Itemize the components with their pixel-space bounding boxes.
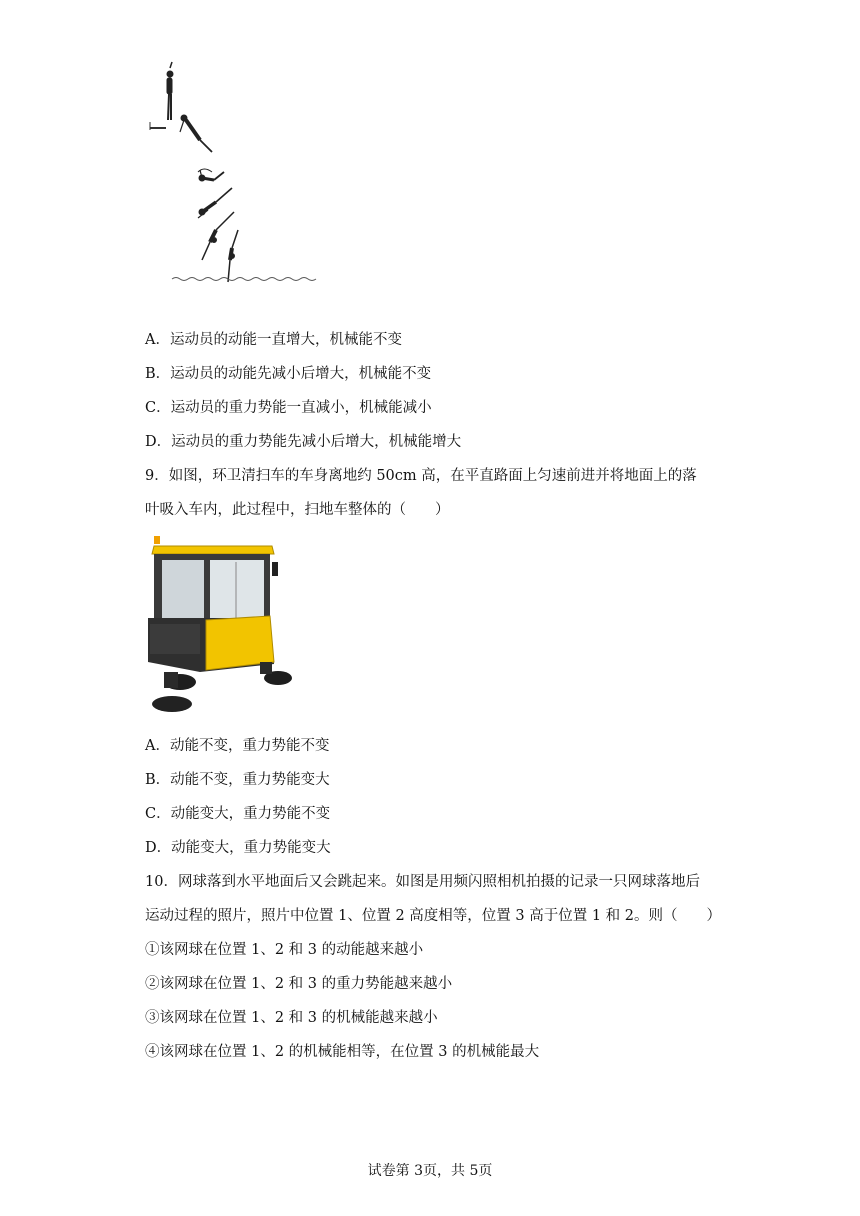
q9-stem-line2: 叶吸入车内，此过程中，扫地车整体的（ ）	[145, 502, 450, 518]
q9-stem-line1: 9．如图，环卫清扫车的车身离地约 50cm 高，在平直路面上匀速前进并将地面上的落	[145, 468, 697, 484]
diver-figure	[140, 60, 330, 290]
q10-statement-2: ②该网球在位置 1、2 和 3 的重力势能越来越小	[145, 976, 453, 992]
q9-option-c: C．动能变大，重力势能不变	[145, 806, 331, 822]
sweeper-figure	[140, 532, 300, 722]
q10-statement-4: ④该网球在位置 1、2 的机械能相等，在位置 3 的机械能最大	[145, 1044, 540, 1060]
q10-stem-line2: 运动过程的照片，照片中位置 1、位置 2 高度相等，位置 3 高于位置 1 和 2。则（ ）	[145, 908, 721, 924]
q10-stem-line1: 10．网球落到水平地面后又会跳起来。如图是用频闪照相机拍摄的记录一只网球落地后	[145, 874, 700, 890]
sweeper-illustration	[140, 532, 300, 722]
page-footer: 试卷第 3页，共 5页	[367, 1163, 493, 1179]
q9-option-d: D．动能变大，重力势能变大	[145, 840, 331, 856]
q8-option-c: C．运动员的重力势能一直减小，机械能减小	[145, 400, 432, 416]
q8-option-b: B．运动员的动能先减小后增大，机械能不变	[145, 366, 432, 382]
q10-statement-1: ①该网球在位置 1、2 和 3 的动能越来越小	[145, 942, 424, 958]
q9-option-b: B．动能不变，重力势能变大	[145, 772, 330, 788]
q9-option-a: A．动能不变，重力势能不变	[145, 738, 330, 754]
q8-option-d: D．运动员的重力势能先减小后增大，机械能增大	[145, 434, 462, 450]
q8-option-a: A．运动员的动能一直增大，机械能不变	[145, 332, 402, 348]
diver-illustration	[140, 60, 330, 290]
q10-statement-3: ③该网球在位置 1、2 和 3 的机械能越来越小	[145, 1010, 438, 1026]
